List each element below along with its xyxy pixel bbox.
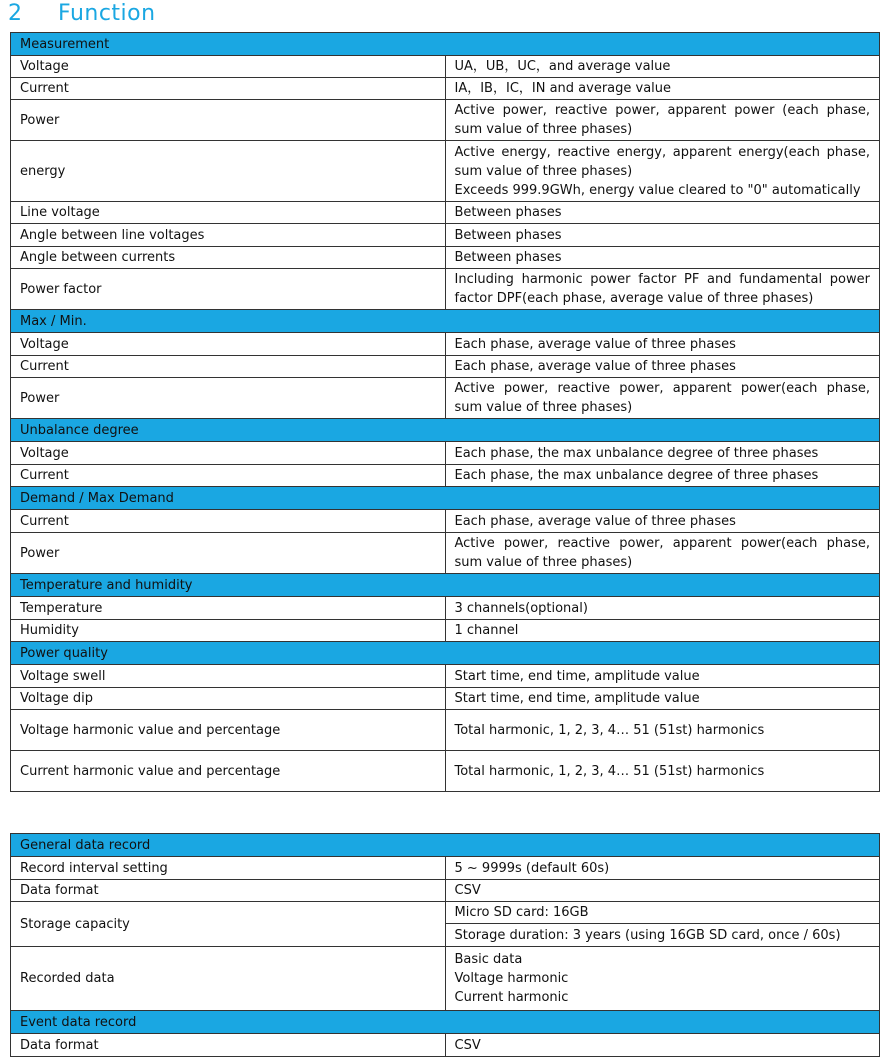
section-title: Function — [58, 0, 156, 26]
row-label: Current — [11, 78, 446, 100]
section-header-row — [11, 642, 880, 665]
row-label: Angle between line voltages — [11, 224, 446, 247]
table-row — [11, 947, 880, 1011]
row-value — [445, 442, 880, 465]
value-line: Total harmonic, 1, 2, 3, 4… 51 (51st) harmonics — [454, 763, 765, 779]
section-title: Temperature and humidity — [11, 574, 880, 597]
row-value — [445, 902, 880, 924]
section-header-row — [11, 419, 880, 442]
row-value — [445, 100, 880, 141]
value-line: Each phase, average value of three phases — [454, 336, 736, 352]
table-row — [11, 356, 880, 378]
table-row — [11, 141, 880, 202]
row-value — [445, 620, 880, 642]
value-line: Micro SD card: 16GB — [454, 905, 589, 920]
section-title: Event data record — [11, 1011, 880, 1034]
section-header-row — [11, 33, 880, 56]
section-number: 2 — [8, 0, 23, 26]
row-value — [445, 378, 880, 419]
table-row — [11, 100, 880, 141]
row-value — [445, 710, 880, 751]
section-title: Max / Min. — [11, 310, 880, 333]
section-header-row — [11, 310, 880, 333]
value-line: Between phases — [454, 205, 562, 220]
table-row — [11, 620, 880, 642]
value-line: IA，IB，IC，IN and average value — [454, 81, 672, 96]
value-line: Storage duration: 3 years (using 16GB SD card, once / 60s) — [454, 927, 841, 943]
row-value — [445, 947, 880, 1011]
value-line: Active power, reactive power, apparent power(each phase, sum value of three phases) — [454, 381, 870, 415]
section-header-row — [11, 487, 880, 510]
row-label: Storage capacity — [11, 902, 446, 947]
value-line: CSV — [454, 1037, 481, 1053]
row-label: Temperature — [11, 597, 446, 620]
table-row — [11, 665, 880, 688]
table-row — [11, 902, 880, 924]
section-heading — [8, 0, 156, 28]
row-label: Voltage swell — [11, 665, 446, 688]
table-row — [11, 442, 880, 465]
row-value — [445, 269, 880, 310]
section-header-row — [11, 834, 880, 857]
value-line: Each phase, average value of three phases — [454, 359, 736, 374]
row-label: Voltage harmonic value and percentage — [11, 710, 446, 751]
value-line: Current harmonic — [454, 990, 569, 1005]
table-row — [11, 78, 880, 100]
value-line: Between phases — [454, 227, 562, 243]
value-line: Active energy, reactive energy, apparent energy(each phase, sum value of three phases) — [454, 144, 870, 179]
value-line: Start time, end time, amplitude value — [454, 691, 700, 706]
table-row — [11, 202, 880, 224]
table-row — [11, 880, 880, 902]
table-row — [11, 56, 880, 78]
row-value — [445, 924, 880, 947]
section-title: Power quality — [11, 642, 880, 665]
row-value — [445, 665, 880, 688]
row-label: Data format — [11, 880, 446, 902]
row-label: Recorded data — [11, 947, 446, 1011]
row-label: Data format — [11, 1034, 446, 1057]
value-line: 5 ~ 9999s (default 60s) — [454, 860, 610, 876]
row-value — [445, 510, 880, 533]
row-label: Power — [11, 100, 446, 141]
row-label: energy — [11, 141, 446, 202]
value-line: Including harmonic power factor PF and fundamental power factor DPF(each phase, average value of three phases) — [454, 272, 870, 306]
row-label: Angle between currents — [11, 247, 446, 269]
value-line: Each phase, average value of three phases — [454, 513, 736, 529]
row-value — [445, 224, 880, 247]
table-row — [11, 1034, 880, 1057]
row-value — [445, 78, 880, 100]
table-row — [11, 465, 880, 487]
table-row — [11, 533, 880, 574]
row-label: Humidity — [11, 620, 446, 642]
value-line: Total harmonic, 1, 2, 3, 4… 51 (51st) harmonics — [454, 722, 765, 738]
row-label: Power — [11, 378, 446, 419]
section-title: Unbalance degree — [11, 419, 880, 442]
section-title: General data record — [11, 834, 880, 857]
table-row — [11, 710, 880, 751]
table-row — [11, 269, 880, 310]
section-header-row — [11, 574, 880, 597]
table-row — [11, 510, 880, 533]
row-value — [445, 56, 880, 78]
row-value — [445, 247, 880, 269]
row-label: Line voltage — [11, 202, 446, 224]
value-line: 1 channel — [454, 623, 519, 638]
section-title: Demand / Max Demand — [11, 487, 880, 510]
row-value — [445, 333, 880, 356]
row-value — [445, 533, 880, 574]
row-label: Voltage — [11, 333, 446, 356]
value-line: Each phase, the max unbalance degree of three phases — [454, 468, 819, 483]
value-line: Active power, reactive power, apparent power (each phase, sum value of three phases) — [454, 103, 870, 137]
section-header-row — [11, 1011, 880, 1034]
row-value — [445, 751, 880, 792]
value-line: CSV — [454, 883, 481, 898]
value-line: Between phases — [454, 250, 562, 265]
value-line: UA，UB，UC，and average value — [454, 59, 671, 74]
row-value — [445, 141, 880, 202]
row-label: Voltage — [11, 442, 446, 465]
data-record-table — [10, 833, 880, 1057]
value-line: 3 channels(optional) — [454, 600, 588, 616]
row-label: Current — [11, 465, 446, 487]
row-label: Power factor — [11, 269, 446, 310]
row-value — [445, 465, 880, 487]
row-label: Voltage dip — [11, 688, 446, 710]
table-row — [11, 224, 880, 247]
row-label: Current — [11, 356, 446, 378]
table-row — [11, 597, 880, 620]
table-row — [11, 247, 880, 269]
row-value — [445, 688, 880, 710]
row-value — [445, 1034, 880, 1057]
row-value — [445, 880, 880, 902]
table-row — [11, 378, 880, 419]
row-label: Current — [11, 510, 446, 533]
row-label: Record interval setting — [11, 857, 446, 880]
function-table — [10, 32, 880, 792]
table-row — [11, 857, 880, 880]
value-line: Active power, reactive power, apparent power(each phase, sum value of three phases) — [454, 536, 870, 570]
row-value — [445, 202, 880, 224]
table-row — [11, 333, 880, 356]
table-row — [11, 688, 880, 710]
table-row — [11, 751, 880, 792]
row-label: Current harmonic value and percentage — [11, 751, 446, 792]
value-line: Voltage harmonic — [454, 971, 569, 986]
row-value — [445, 356, 880, 378]
value-line: Start time, end time, amplitude value — [454, 668, 700, 684]
row-value — [445, 597, 880, 620]
value-line: Each phase, the max unbalance degree of three phases — [454, 445, 819, 461]
row-label: Voltage — [11, 56, 446, 78]
row-label: Power — [11, 533, 446, 574]
value-line: Basic data — [454, 952, 523, 967]
section-title: Measurement — [11, 33, 880, 56]
value-line: Exceeds 999.9GWh, energy value cleared to "0" automatically — [454, 182, 861, 198]
row-value — [445, 857, 880, 880]
